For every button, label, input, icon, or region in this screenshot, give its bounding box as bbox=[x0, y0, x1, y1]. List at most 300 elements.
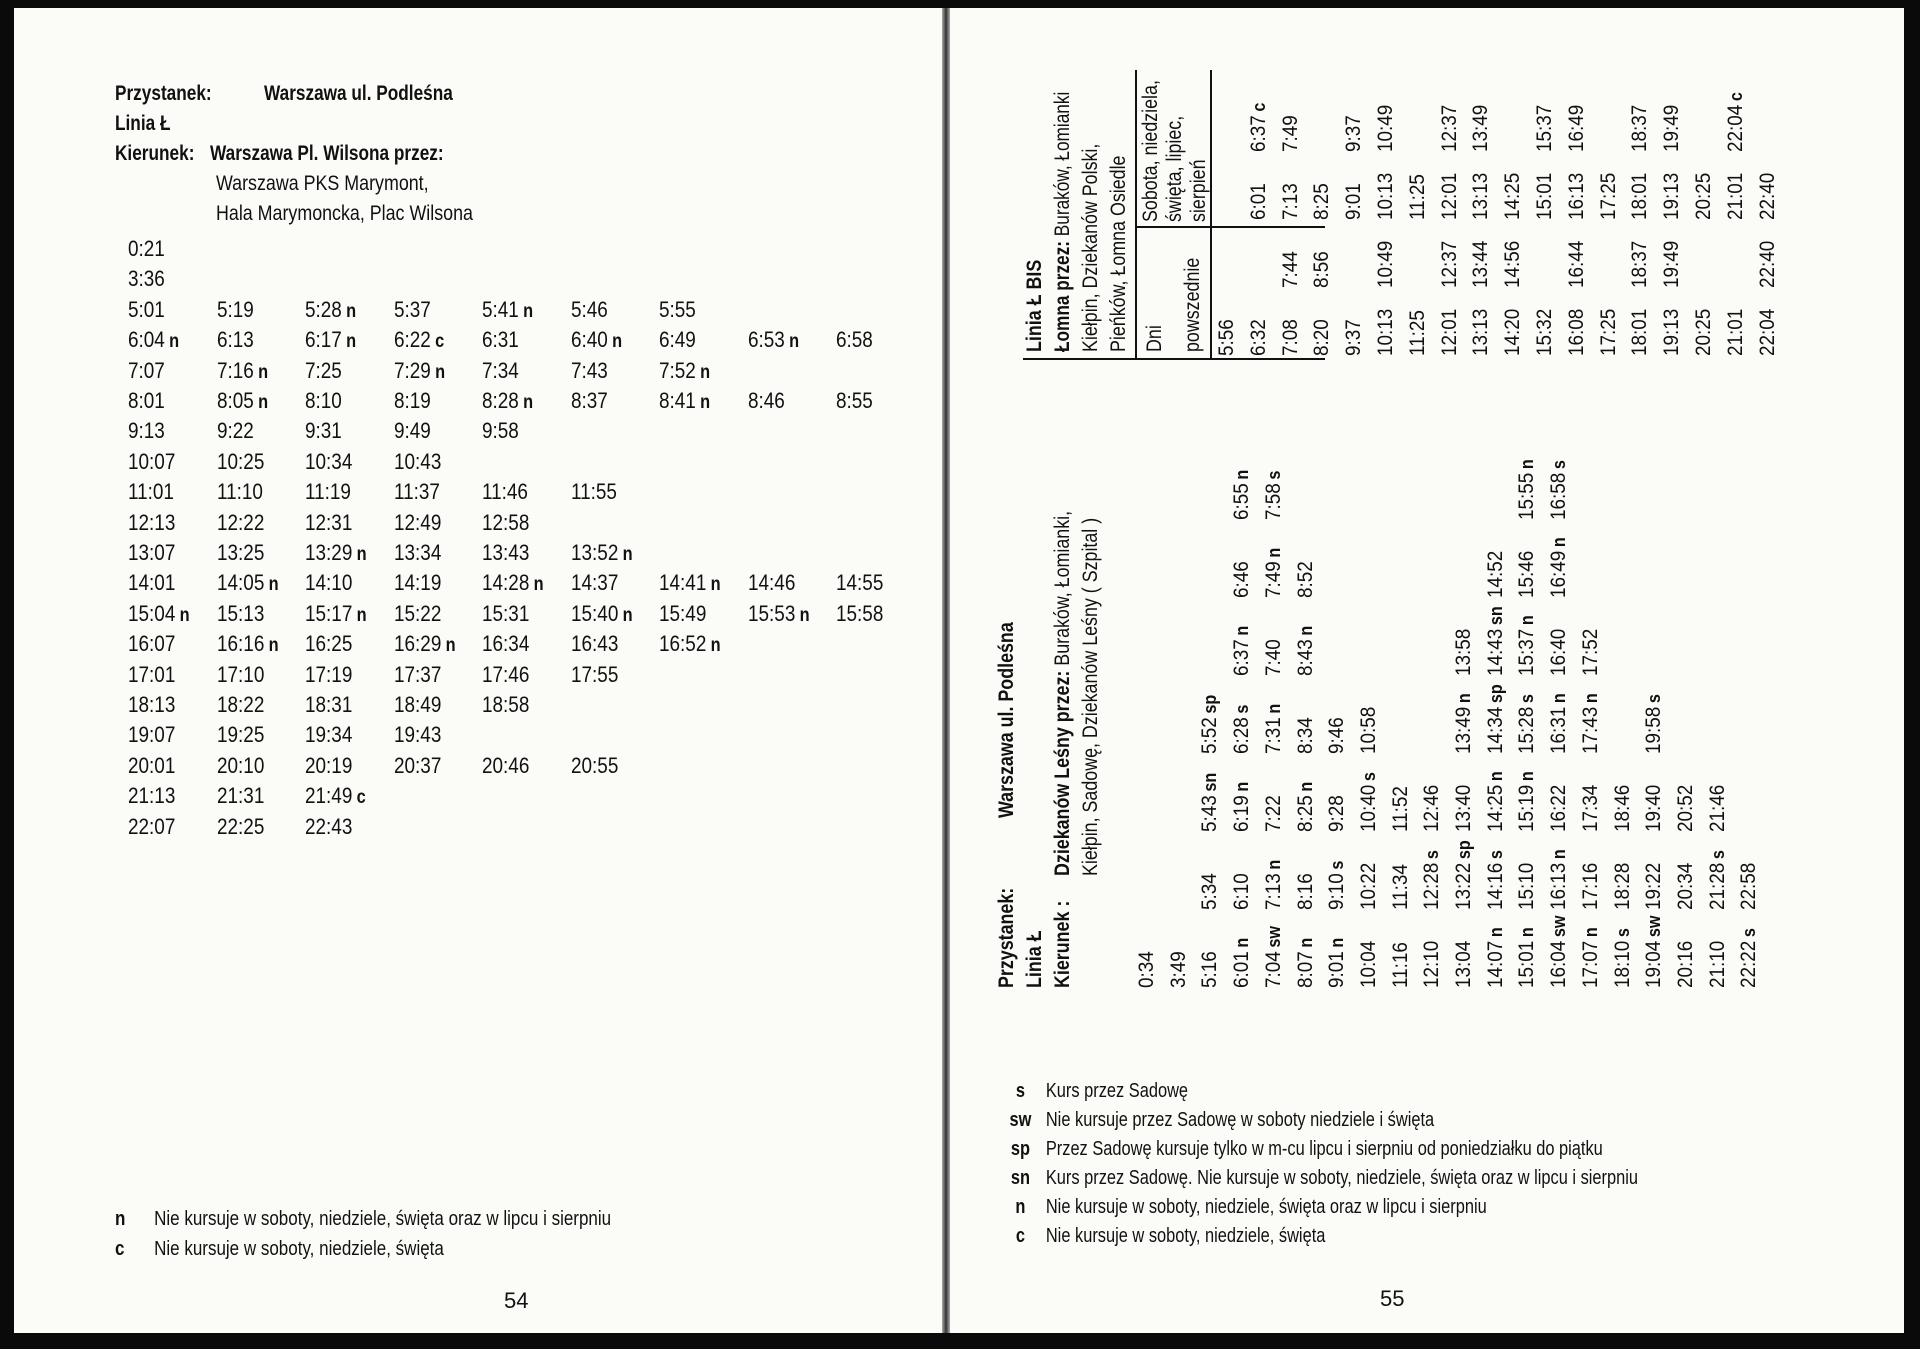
departure-time bbox=[1674, 781, 1698, 832]
departure-time bbox=[217, 327, 258, 353]
departure-time bbox=[748, 601, 810, 627]
time-value: 12:10 bbox=[1420, 940, 1444, 988]
time-value: 18:58 bbox=[482, 692, 530, 717]
departure-time bbox=[1357, 859, 1381, 910]
time-value: 8:52 bbox=[1293, 561, 1317, 598]
time-marker: n bbox=[523, 300, 534, 322]
departure-time bbox=[1642, 859, 1666, 910]
time-value: 22:40 bbox=[1755, 172, 1779, 220]
departure-time bbox=[128, 297, 169, 323]
departure-time bbox=[571, 631, 623, 657]
departure-time bbox=[482, 327, 523, 353]
time-marker: sn bbox=[1200, 772, 1221, 792]
time-value: 8:19 bbox=[393, 388, 431, 413]
departure-time bbox=[1660, 237, 1684, 288]
time-value: 6:28 bbox=[1230, 717, 1254, 754]
departure-time bbox=[305, 753, 357, 779]
departure-time bbox=[1374, 305, 1398, 356]
departure-time bbox=[1310, 316, 1334, 356]
time-value: 15:19 bbox=[1515, 784, 1539, 832]
time-value: 18:31 bbox=[305, 692, 353, 717]
departure-time bbox=[305, 601, 367, 627]
departure-time bbox=[1198, 695, 1222, 754]
time-value: 7:16 bbox=[216, 357, 254, 383]
departure-time bbox=[1247, 180, 1271, 220]
time-value: 20:25 bbox=[1692, 172, 1715, 220]
departure-time bbox=[217, 570, 279, 596]
time-marker: n bbox=[622, 544, 633, 565]
legend-text: Kurs przez Sadowę bbox=[1045, 1080, 1189, 1102]
legend-text: Nie kursuje w soboty, niedziele, święta oraz w lipcu i sierpniu bbox=[1045, 1196, 1487, 1218]
time-value: 7:13 bbox=[1278, 183, 1302, 220]
time-value: 9:01 bbox=[1325, 951, 1349, 988]
time-value: 22:25 bbox=[216, 813, 264, 839]
time-value: 8:10 bbox=[305, 388, 342, 413]
departure-time bbox=[571, 570, 623, 596]
time-marker: sw bbox=[1263, 925, 1284, 948]
time-value: 11:10 bbox=[216, 479, 263, 505]
departure-time bbox=[1469, 237, 1493, 288]
line-name: Linia Ł bbox=[1023, 930, 1046, 988]
departure-time bbox=[1230, 558, 1254, 598]
time-value: 15:53 bbox=[747, 600, 795, 626]
departure-time bbox=[128, 449, 180, 475]
departure-time bbox=[1547, 693, 1571, 754]
time-value: 7:29 bbox=[393, 357, 431, 383]
departure-time bbox=[482, 631, 534, 657]
time-value: 5:34 bbox=[1198, 873, 1222, 910]
departure-time bbox=[1515, 859, 1539, 910]
departure-time bbox=[659, 388, 710, 414]
time-value: 20:37 bbox=[393, 752, 441, 778]
time-value: 5:43 bbox=[1198, 795, 1222, 832]
departure-time bbox=[128, 510, 180, 536]
time-value: 9:22 bbox=[216, 418, 254, 444]
time-value: 14:19 bbox=[393, 570, 441, 596]
time-value: 17:55 bbox=[570, 661, 618, 687]
departure-time bbox=[217, 388, 268, 414]
departure-time bbox=[1325, 861, 1349, 910]
time-value: 9:31 bbox=[305, 418, 342, 444]
time-value: 12:49 bbox=[393, 509, 441, 535]
departure-time bbox=[482, 510, 534, 536]
departure-time bbox=[1420, 781, 1444, 832]
time-value: 16:16 bbox=[216, 631, 264, 657]
time-marker: n bbox=[1549, 849, 1570, 860]
time-value: 16:44 bbox=[1564, 240, 1588, 288]
time-value: 22:04 bbox=[1755, 308, 1779, 356]
departure-time bbox=[305, 388, 346, 414]
time-value: 19:04 bbox=[1642, 940, 1666, 988]
time-value: 17:10 bbox=[216, 661, 264, 687]
departure-time bbox=[482, 692, 534, 718]
departure-time bbox=[1215, 316, 1239, 356]
time-value: 16:07 bbox=[128, 631, 176, 657]
time-marker: sw bbox=[1549, 915, 1570, 938]
time-value: 7:44 bbox=[1278, 251, 1302, 288]
departure-time bbox=[217, 722, 269, 748]
departure-time bbox=[571, 753, 623, 779]
time-marker: c bbox=[356, 787, 366, 809]
departure-time bbox=[1230, 626, 1254, 676]
departure-time bbox=[836, 327, 877, 353]
time-value: 15:22 bbox=[393, 600, 441, 626]
time-value: 9:37 bbox=[1342, 319, 1366, 356]
legend-item bbox=[995, 1080, 1188, 1103]
time-value: 22:40 bbox=[1755, 240, 1779, 288]
time-value: 5:41 bbox=[482, 296, 519, 322]
departure-time bbox=[128, 327, 179, 353]
departure-time bbox=[305, 449, 357, 475]
time-value: 16:43 bbox=[570, 631, 618, 657]
departure-time bbox=[1674, 859, 1698, 910]
departure-time bbox=[1294, 558, 1318, 598]
legend-key: c bbox=[1015, 1225, 1025, 1247]
time-value: 16:04 bbox=[1547, 940, 1571, 988]
time-value: 5:37 bbox=[393, 296, 431, 322]
legend-item bbox=[115, 1238, 444, 1261]
time-value: 8:34 bbox=[1293, 717, 1317, 754]
departure-time bbox=[217, 510, 269, 536]
departure-time bbox=[128, 814, 180, 840]
time-value: 10:13 bbox=[1374, 308, 1397, 356]
time-value: 13:25 bbox=[216, 540, 264, 565]
departure-time bbox=[659, 570, 721, 596]
departure-time bbox=[659, 601, 711, 627]
time-value: 8:46 bbox=[747, 388, 785, 413]
departure-time bbox=[217, 358, 268, 384]
departure-time bbox=[1547, 915, 1571, 988]
time-value: 11:37 bbox=[393, 479, 440, 505]
time-marker: n bbox=[257, 361, 268, 383]
departure-time bbox=[1756, 237, 1780, 288]
departure-time bbox=[1597, 169, 1621, 220]
departure-time bbox=[1547, 849, 1571, 910]
time-value: 16:49 bbox=[1547, 550, 1571, 598]
time-value: 18:49 bbox=[393, 692, 441, 717]
direction-line-2: Kiełpin, Sadowę, Dziekanów Leśny ( Szpital ) bbox=[1079, 517, 1102, 876]
departure-time bbox=[128, 266, 169, 292]
time-value: 8:55 bbox=[836, 388, 873, 413]
time-marker: s bbox=[1549, 460, 1570, 470]
departure-time bbox=[1515, 459, 1539, 520]
departure-time bbox=[128, 753, 180, 779]
time-value: 21:10 bbox=[1705, 940, 1729, 988]
departure-time bbox=[1230, 938, 1254, 988]
time-value: 6:40 bbox=[570, 327, 608, 353]
time-value: 17:25 bbox=[1596, 172, 1620, 220]
departure-time bbox=[1484, 927, 1508, 988]
departure-time bbox=[217, 418, 258, 444]
departure-time bbox=[394, 297, 435, 323]
departure-time bbox=[394, 662, 446, 688]
time-value: 16:40 bbox=[1547, 628, 1571, 676]
departure-time bbox=[1642, 781, 1666, 832]
departure-time bbox=[1611, 859, 1635, 910]
time-marker: n bbox=[710, 574, 721, 596]
departure-time bbox=[1342, 180, 1366, 220]
time-value: 16:08 bbox=[1564, 308, 1588, 356]
time-value: 0:34 bbox=[1135, 951, 1158, 988]
bis-direction-3: Pieńków, Łomna Osiedle bbox=[1107, 155, 1130, 352]
time-value: 17:16 bbox=[1578, 862, 1602, 910]
time-value: 21:46 bbox=[1705, 784, 1729, 832]
time-value: 3:49 bbox=[1166, 951, 1190, 988]
time-value: 13:52 bbox=[570, 540, 618, 565]
time-value: 13:22 bbox=[1452, 862, 1475, 910]
time-value: 6:31 bbox=[482, 327, 519, 353]
departure-time bbox=[1674, 937, 1698, 988]
time-value: 20:01 bbox=[128, 752, 176, 778]
time-marker: n bbox=[1263, 859, 1284, 870]
departure-time bbox=[1247, 316, 1271, 356]
departure-time bbox=[217, 662, 269, 688]
time-value: 20:19 bbox=[305, 752, 353, 778]
departure-time bbox=[1579, 781, 1603, 832]
time-value: 17:34 bbox=[1578, 784, 1602, 832]
time-value: 14:20 bbox=[1501, 308, 1525, 356]
departure-time bbox=[217, 814, 269, 840]
departure-time bbox=[1357, 703, 1381, 754]
departure-time bbox=[1724, 305, 1748, 356]
time-value: 12:46 bbox=[1420, 784, 1444, 832]
departure-time bbox=[1325, 938, 1349, 988]
time-marker: s bbox=[1517, 694, 1538, 704]
time-marker: n bbox=[1232, 469, 1253, 480]
time-value: 15:31 bbox=[482, 600, 530, 626]
departure-time bbox=[1469, 305, 1493, 356]
time-marker: n bbox=[1517, 459, 1538, 470]
time-value: 13:40 bbox=[1452, 784, 1475, 832]
departure-time bbox=[394, 388, 435, 414]
time-value: 10:34 bbox=[305, 448, 353, 474]
time-marker: n bbox=[1295, 625, 1316, 636]
time-marker: n bbox=[169, 331, 180, 353]
departure-time bbox=[1420, 850, 1444, 910]
departure-time bbox=[1611, 781, 1635, 832]
departure-time bbox=[394, 692, 446, 718]
time-value: 7:43 bbox=[570, 357, 608, 383]
departure-time bbox=[305, 510, 357, 536]
departure-time bbox=[1642, 694, 1666, 754]
departure-time bbox=[305, 327, 356, 353]
time-value: 12:22 bbox=[216, 509, 264, 535]
time-value: 21:01 bbox=[1723, 308, 1747, 356]
legend-item bbox=[115, 1208, 611, 1231]
time-value: 19:25 bbox=[216, 722, 264, 748]
time-value: 20:55 bbox=[570, 752, 618, 778]
time-marker: n bbox=[799, 604, 810, 626]
departure-time bbox=[394, 479, 444, 505]
departure-time bbox=[482, 297, 533, 323]
time-value: 7:49 bbox=[1278, 115, 1302, 152]
departure-time bbox=[394, 418, 435, 444]
departure-time bbox=[217, 783, 269, 809]
time-value: 10:25 bbox=[216, 448, 264, 474]
time-value: 18:37 bbox=[1628, 104, 1652, 152]
time-value: 15:49 bbox=[659, 600, 707, 626]
time-value: 6:13 bbox=[216, 327, 254, 353]
time-value: 19:13 bbox=[1660, 308, 1684, 356]
departure-time bbox=[1515, 547, 1539, 598]
time-value: 11:52 bbox=[1388, 786, 1412, 832]
time-value: 18:22 bbox=[216, 692, 264, 717]
time-value: 19:07 bbox=[128, 722, 176, 748]
time-marker: c bbox=[1725, 92, 1746, 102]
time-value: 20:34 bbox=[1673, 862, 1697, 910]
time-value: 10:22 bbox=[1356, 862, 1380, 910]
time-value: 22:07 bbox=[128, 813, 176, 839]
departure-time bbox=[1533, 101, 1557, 152]
departure-time bbox=[217, 692, 269, 718]
time-value: 15:13 bbox=[216, 600, 264, 626]
departure-time bbox=[1342, 112, 1366, 152]
page-number: 54 bbox=[504, 1288, 529, 1313]
time-value: 12:37 bbox=[1437, 240, 1461, 288]
direction-label: Kierunek: bbox=[115, 142, 195, 165]
departure-time bbox=[1547, 537, 1571, 598]
time-value: 10:49 bbox=[1374, 104, 1397, 152]
departure-time bbox=[305, 631, 357, 657]
time-marker: s bbox=[1263, 470, 1284, 480]
departure-time bbox=[1579, 859, 1603, 910]
time-value: 6:49 bbox=[659, 327, 696, 353]
time-value: 10:58 bbox=[1356, 706, 1380, 754]
departure-time bbox=[305, 692, 357, 718]
departure-time bbox=[1565, 101, 1589, 152]
time-value: 13:49 bbox=[1469, 104, 1493, 152]
time-value: 18:10 bbox=[1610, 940, 1634, 988]
departure-time bbox=[1706, 850, 1730, 910]
departure-time bbox=[128, 631, 180, 657]
time-value: 11:34 bbox=[1388, 864, 1412, 910]
time-value: 8:07 bbox=[1293, 951, 1317, 988]
departure-time bbox=[482, 753, 534, 779]
time-value: 9:10 bbox=[1325, 873, 1349, 910]
legend-item bbox=[995, 1138, 1603, 1161]
time-value: 16:25 bbox=[305, 631, 353, 657]
departure-time bbox=[1294, 782, 1318, 832]
time-marker: n bbox=[1517, 615, 1538, 626]
time-marker: n bbox=[1549, 537, 1570, 548]
time-value: 16:13 bbox=[1564, 172, 1588, 220]
time-value: 5:16 bbox=[1198, 951, 1222, 988]
departure-time bbox=[482, 662, 534, 688]
time-marker: n bbox=[700, 361, 711, 383]
legend-key: sp bbox=[1010, 1138, 1030, 1160]
departure-time bbox=[1579, 927, 1603, 988]
departure-time bbox=[305, 814, 357, 840]
time-value: 11:25 bbox=[1405, 310, 1429, 356]
departure-time bbox=[305, 358, 346, 384]
time-value: 6:10 bbox=[1230, 873, 1254, 910]
departure-time bbox=[217, 753, 269, 779]
legend-text: Kurs przez Sadowę. Nie kursuje w soboty, niedziele, święta oraz w lipcu i sierpniu bbox=[1045, 1167, 1639, 1189]
time-value: 10:40 bbox=[1356, 784, 1380, 832]
time-marker: n bbox=[622, 604, 633, 626]
time-value: 13:44 bbox=[1469, 240, 1493, 288]
time-value: 17:25 bbox=[1596, 308, 1620, 356]
time-value: 21:49 bbox=[305, 783, 353, 809]
departure-time bbox=[1357, 937, 1381, 988]
time-value: 5:55 bbox=[659, 296, 696, 322]
time-marker: sp bbox=[1200, 694, 1221, 714]
time-value: 11:25 bbox=[1405, 174, 1429, 220]
time-marker: n bbox=[1263, 703, 1284, 714]
time-value: 12:01 bbox=[1437, 172, 1461, 220]
departure-time bbox=[305, 418, 346, 444]
time-value: 21:13 bbox=[128, 783, 176, 809]
time-value: 6:53 bbox=[747, 327, 785, 353]
departure-time bbox=[128, 692, 180, 718]
departure-time bbox=[1262, 860, 1286, 910]
page-number: 55 bbox=[1380, 1286, 1405, 1311]
departure-time bbox=[1692, 305, 1716, 356]
departure-time bbox=[1660, 305, 1684, 356]
time-value: 7:25 bbox=[305, 357, 342, 383]
time-marker: n bbox=[346, 300, 357, 322]
time-value: 9:37 bbox=[1342, 115, 1366, 152]
departure-time bbox=[1565, 305, 1589, 356]
legend-key: n bbox=[1015, 1196, 1026, 1218]
time-value: 6:01 bbox=[1246, 183, 1270, 220]
time-value: 20:25 bbox=[1692, 308, 1715, 356]
departure-time bbox=[659, 358, 710, 384]
time-value: 17:52 bbox=[1578, 628, 1602, 676]
time-value: 8:41 bbox=[659, 388, 696, 413]
departure-time bbox=[1325, 792, 1349, 832]
time-marker: n bbox=[611, 331, 622, 353]
departure-time bbox=[1660, 169, 1684, 220]
departure-time bbox=[1438, 237, 1462, 288]
time-value: 8:43 bbox=[1293, 639, 1317, 676]
departure-time bbox=[1484, 547, 1508, 598]
departure-time bbox=[1262, 792, 1286, 832]
bis-col2-head-3: sierpień bbox=[1187, 159, 1210, 222]
departure-time bbox=[1325, 714, 1349, 754]
time-value: 6:17 bbox=[305, 327, 342, 353]
time-value: 21:01 bbox=[1723, 172, 1747, 220]
time-value: 16:13 bbox=[1547, 862, 1571, 910]
departure-time bbox=[1756, 305, 1780, 356]
time-value: 18:13 bbox=[128, 692, 176, 717]
departure-time bbox=[394, 570, 446, 596]
departure-time bbox=[1515, 694, 1539, 754]
departure-time bbox=[1706, 781, 1730, 832]
time-value: 15:17 bbox=[305, 600, 353, 626]
time-value: 13:49 bbox=[1452, 706, 1475, 754]
bis-col1-head-1: Dni bbox=[1143, 325, 1166, 352]
time-value: 17:01 bbox=[128, 661, 176, 687]
rotated-timetable bbox=[995, 68, 1779, 988]
bis-col2-head-1: Sobota, niedziela, bbox=[1139, 80, 1162, 222]
time-value: 14:43 bbox=[1483, 628, 1507, 676]
departure-time bbox=[217, 449, 269, 475]
time-value: 16:22 bbox=[1547, 784, 1571, 832]
time-value: 14:16 bbox=[1483, 862, 1507, 910]
time-value: 19:43 bbox=[393, 722, 441, 748]
time-value: 10:13 bbox=[1374, 172, 1397, 220]
time-value: 5:56 bbox=[1215, 319, 1238, 356]
time-marker: s bbox=[1422, 850, 1443, 860]
time-value: 14:41 bbox=[659, 570, 707, 596]
time-value: 8:16 bbox=[1293, 873, 1317, 910]
time-marker: s bbox=[1739, 928, 1760, 938]
time-value: 9:01 bbox=[1342, 183, 1366, 220]
time-value: 9:58 bbox=[482, 418, 519, 444]
departure-time bbox=[1294, 626, 1318, 676]
departure-time bbox=[128, 722, 180, 748]
